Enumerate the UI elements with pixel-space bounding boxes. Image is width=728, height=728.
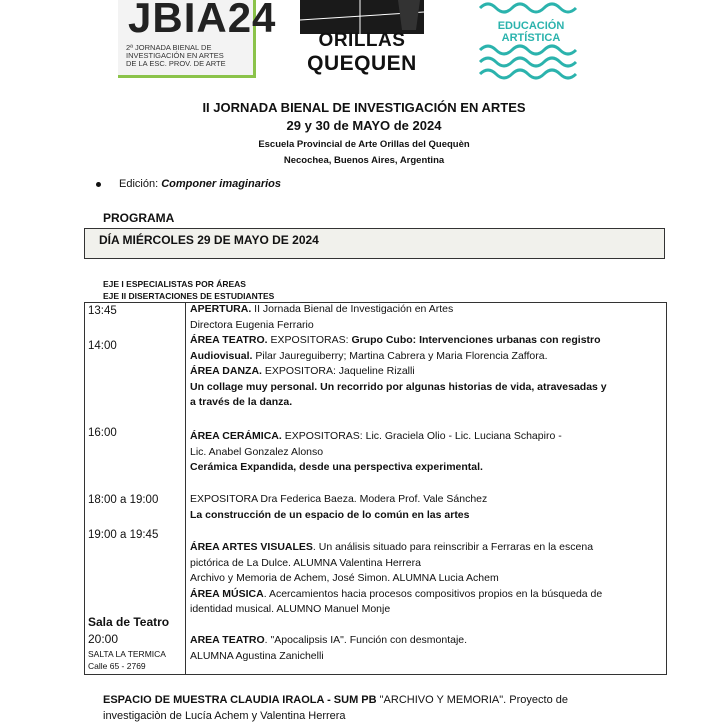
apocalipsis-entry: AREA TEATRO. "Apocalipsis IA". Función con desmontaje. ALUMNA Agustina Zanichelli [190,634,468,662]
school-name: Escuela Provincial de Arte Orillas del Quequèn [258,139,470,150]
eje-1: EJE I ESPECIALISTAS POR ÁREAS [103,279,246,289]
apertura-entry: APERTURA. II Jornada Bienal de Investigación en Artes Directora Eugenia Ferrario ÁREA TEATRO. EXPOSITORAS: Grupo Cubo: Intervenciones urbanas con registro Audiovisual. Pilar Jaureguiberry; Martina Cabrera y Maria Florencia Zaffora. ÁREA DANZA. EXPOSITORA: Jaqueline Rizalli Un collage muy personal. Un recorrido por algunas historias de vida, atravesadas y a través de la danza. [190,303,607,408]
time-1900: 19:00 a 19:45 [88,529,159,541]
muestra-description: investigaciòn de Lucía Achem y Valentina Herrera [103,710,346,722]
baeza-entry: EXPOSITORA Dra Federica Baeza. Modera Prof. Vale Sánchez La construcción de un espacio de lo común en las artes [190,493,488,521]
time-1600: 16:00 [88,427,117,439]
edition-value: Componer imaginarios [161,178,281,190]
jbia-logo [118,0,277,78]
location: Necochea, Buenos Aires, Argentina [283,155,445,166]
programa-heading: PROGRAMA [103,211,175,225]
jbia-logo-mark: JBIA24 [128,0,277,41]
orillas-logo-word1: ORILLAS [318,30,406,51]
event-title: II JORNADA BIENAL DE INVESTIGACIÓN EN ARTES [202,100,526,115]
muestra-title: ESPACIO DE MUESTRA CLAUDIA IRAOLA - SUM PB "ARCHIVO Y MEMORIA". Proyecto de [103,694,568,706]
visuales-entry: ÁREA ARTES VISUALES. Un análisis situado para reinscribir a Ferraras en la escena pictórica de La Dulce. ALUMNA Valentina Herrera Archivo y Memoria de Achem, José Simon. ALUMNA Lucia Achem ÁREA MÚSICA. Acercamientos hacia procesos compositivos propios en la búsqueda de identidad musical. ALUMNO Manuel Monje [190,541,603,615]
day-label: DÍA MIÉRCOLES 29 DE MAYO DE 2024 [99,233,319,247]
educacion-artistica-logo [478,0,584,80]
time-2000: 20:00 [88,632,119,646]
event-dates: 29 y 30 de MAYO de 2024 [286,118,442,133]
edition-label: Edición: [119,178,162,190]
column-divider [185,302,186,675]
time-1345: 13:45 [88,305,117,317]
venue-address: Calle 65 - 2769 [88,661,146,671]
day-header [84,228,665,259]
orillas-logo [300,0,424,80]
ceramica-entry: ÁREA CERÁMICA. EXPOSITORAS: Lic. Graciela Olio - Lic. Luciana Schapiro - Lic. Anabel Gonzalez Alonso Cerámica Expandida, desde una perspectiva experimental. [190,430,562,473]
edition-line [96,178,281,190]
bullet-icon [96,182,101,187]
educacion-artistica-text: EDUCACIÓN ARTÍSTICA [497,20,565,44]
venue-sala-teatro: Sala de Teatro [88,615,170,629]
venue-name: SALTA LA TERMICA [88,649,166,659]
eje-2: EJE II DISERTACIONES DE ESTUDIANTES [103,291,275,301]
jbia-logo-caption: 2ª JORNADA BIENAL DE INVESTIGACIÓN EN ARTES DE LA ESC. PROV. DE ARTE [126,43,226,68]
time-1800: 18:00 a 19:00 [88,494,159,506]
time-1400: 14:00 [88,340,117,352]
orillas-logo-word2: QUEQUEN [307,52,417,75]
